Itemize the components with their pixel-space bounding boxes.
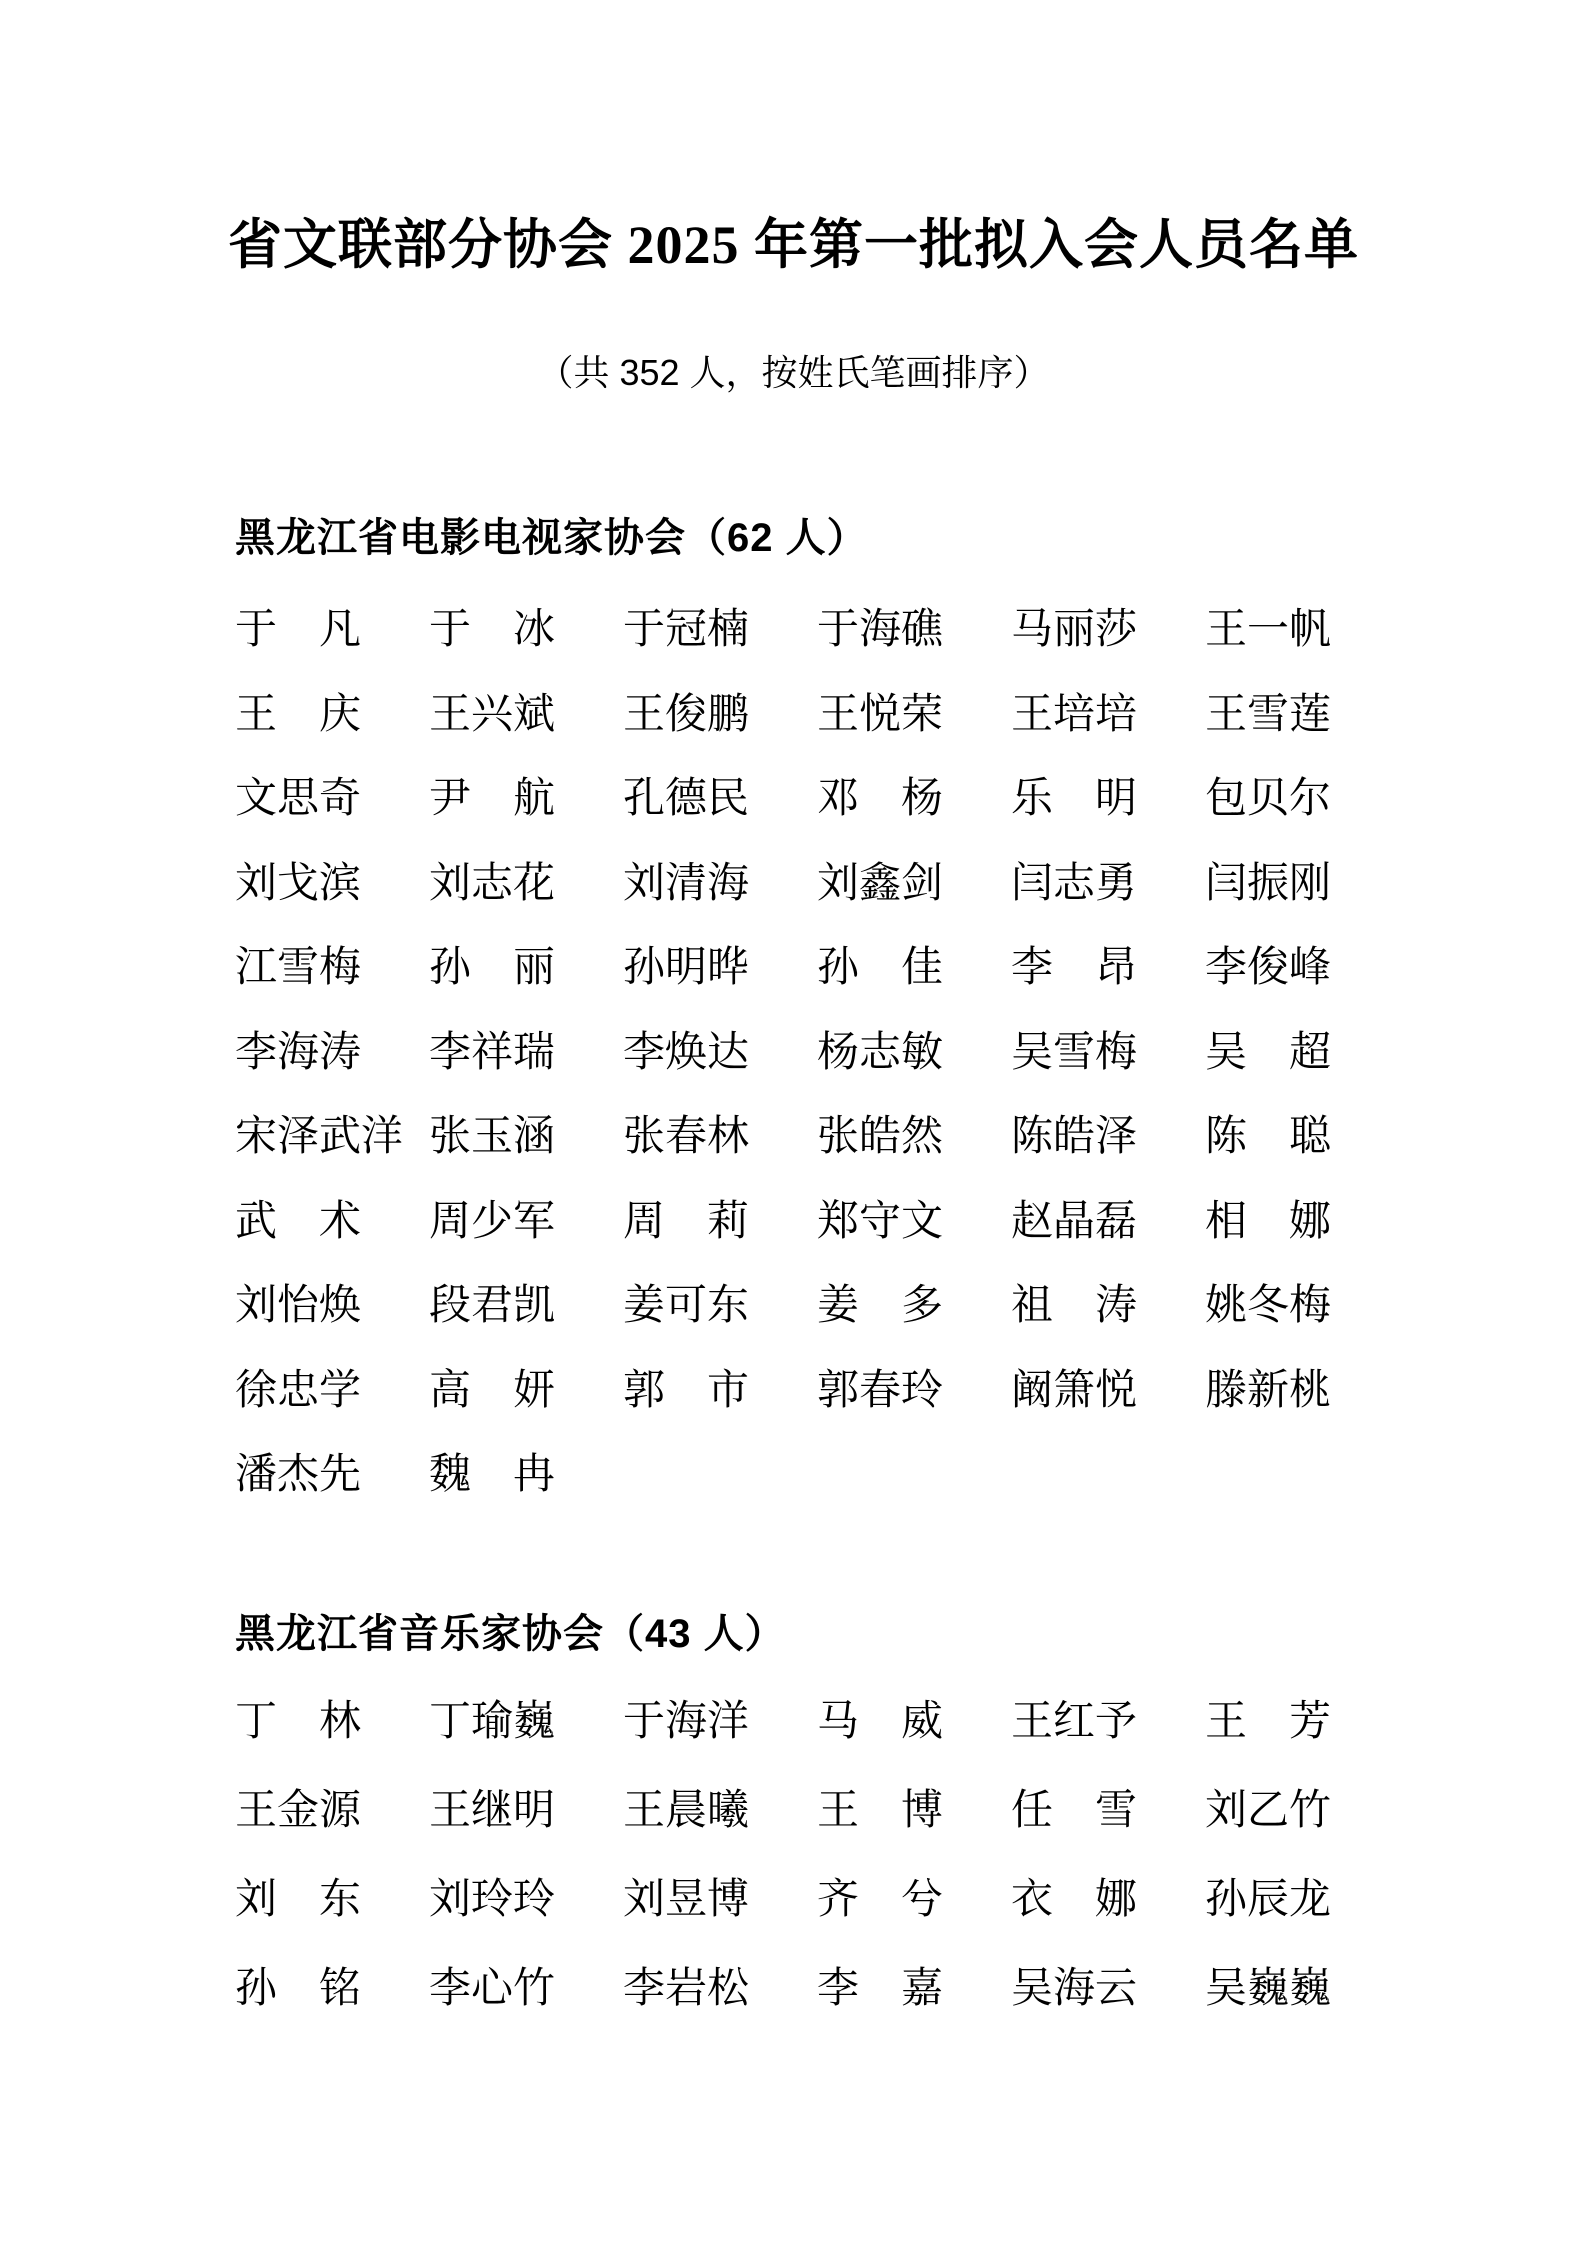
member-name: 陈皓泽 — [1011, 1114, 1138, 1161]
member-name: 李岩松 — [623, 1965, 750, 2012]
member-name: 祖涛 — [1011, 1283, 1137, 1330]
member-name: 丁瑜巍 — [429, 1698, 556, 1745]
member-name: 郑守文 — [817, 1198, 944, 1245]
member-name: 于凡 — [235, 607, 361, 654]
section-heading: 黑龙江省电影电视家协会（62 人） — [235, 516, 868, 561]
member-name: 文思奇 — [235, 776, 362, 823]
member-name: 马威 — [817, 1698, 943, 1745]
member-name: 王庆 — [235, 691, 361, 738]
member-name: 闫振刚 — [1205, 860, 1332, 907]
association-section — [235, 1610, 1587, 2056]
member-name: 王一帆 — [1205, 607, 1332, 654]
member-name: 赵晶磊 — [1011, 1198, 1138, 1245]
member-name: 刘志花 — [429, 860, 556, 907]
member-name: 尹航 — [429, 776, 555, 823]
page-subtitle: （共 352 人，按姓氏笔画排序） — [537, 351, 1050, 393]
member-name: 王培培 — [1011, 691, 1138, 738]
member-name: 王芳 — [1205, 1698, 1331, 1745]
member-name: 吴雪梅 — [1011, 1029, 1138, 1076]
member-name: 段君凯 — [429, 1283, 556, 1330]
page-title: 省文联部分协会 2025 年第一批拟入会人员名单 — [228, 215, 1359, 275]
association-section — [235, 514, 1587, 1538]
name-grid — [235, 608, 1587, 1538]
member-name: 孔德民 — [623, 776, 750, 823]
member-name: 王悦荣 — [817, 691, 944, 738]
member-name: 刘鑫剑 — [817, 860, 944, 907]
member-name: 王晨曦 — [623, 1787, 750, 1834]
member-name: 吴超 — [1205, 1029, 1331, 1076]
member-name: 王雪莲 — [1205, 691, 1332, 738]
member-name: 宋泽武洋 — [235, 1114, 404, 1161]
member-name: 王金源 — [235, 1787, 362, 1834]
sections — [0, 514, 1587, 2056]
member-name: 刘乙竹 — [1205, 1787, 1332, 1834]
member-name: 周莉 — [623, 1198, 749, 1245]
member-name: 李海涛 — [235, 1029, 362, 1076]
member-name: 衣娜 — [1011, 1876, 1137, 1923]
member-name: 刘怡焕 — [235, 1283, 362, 1330]
member-name: 郭春玲 — [817, 1367, 944, 1414]
member-name: 闫志勇 — [1011, 860, 1138, 907]
member-name: 高妍 — [429, 1367, 555, 1414]
member-name: 孙明晔 — [623, 945, 750, 992]
member-name: 吴巍巍 — [1205, 1965, 1332, 2012]
member-name: 姜可东 — [623, 1283, 750, 1330]
member-name: 于海洋 — [623, 1698, 750, 1745]
member-name: 王红予 — [1011, 1698, 1138, 1745]
member-name: 姜多 — [817, 1283, 943, 1330]
member-name: 王俊鹏 — [623, 691, 750, 738]
member-name: 李俊峰 — [1205, 945, 1332, 992]
member-name: 乐明 — [1011, 776, 1137, 823]
member-name: 相娜 — [1205, 1198, 1331, 1245]
member-name: 刘戈滨 — [235, 860, 362, 907]
member-name: 刘玲玲 — [429, 1876, 556, 1923]
member-name: 姚冬梅 — [1205, 1283, 1332, 1330]
member-name: 李心竹 — [429, 1965, 556, 2012]
member-name: 齐兮 — [817, 1876, 943, 1923]
member-name: 邓杨 — [817, 776, 943, 823]
member-name: 李昂 — [1011, 945, 1137, 992]
member-name: 任雪 — [1011, 1787, 1137, 1834]
member-name: 于冠楠 — [623, 607, 750, 654]
member-name: 刘清海 — [623, 860, 750, 907]
member-name: 滕新桃 — [1205, 1367, 1332, 1414]
member-name: 马丽莎 — [1011, 607, 1138, 654]
name-grid — [235, 1700, 1587, 2056]
member-name: 潘杰先 — [235, 1452, 362, 1499]
member-name: 王兴斌 — [429, 691, 556, 738]
member-name: 杨志敏 — [817, 1029, 944, 1076]
member-name: 张春林 — [623, 1114, 750, 1161]
member-name: 张皓然 — [817, 1114, 944, 1161]
member-name: 孙辰龙 — [1205, 1876, 1332, 1923]
member-name: 刘昱博 — [623, 1876, 750, 1923]
member-name: 阚箫悦 — [1011, 1367, 1138, 1414]
member-name: 丁林 — [235, 1698, 361, 1745]
member-name: 于冰 — [429, 607, 555, 654]
member-name: 孙佳 — [817, 945, 943, 992]
member-name: 刘东 — [235, 1876, 361, 1923]
member-name: 张玉涵 — [429, 1114, 556, 1161]
section-heading: 黑龙江省音乐家协会（43 人） — [235, 1611, 786, 1656]
member-name: 武术 — [235, 1198, 361, 1245]
member-name: 徐忠学 — [235, 1367, 362, 1414]
member-name: 吴海云 — [1011, 1965, 1138, 2012]
member-name: 江雪梅 — [235, 945, 362, 992]
member-name: 孙铭 — [235, 1965, 361, 2012]
member-name: 孙丽 — [429, 945, 555, 992]
member-name: 王博 — [817, 1787, 943, 1834]
member-name: 王继明 — [429, 1787, 556, 1834]
member-name: 李焕达 — [623, 1029, 750, 1076]
member-name: 郭市 — [623, 1367, 749, 1414]
member-name: 包贝尔 — [1205, 776, 1332, 823]
member-name: 李祥瑞 — [429, 1029, 556, 1076]
member-name: 于海礁 — [817, 607, 944, 654]
member-name: 魏冉 — [429, 1452, 555, 1499]
member-name: 陈聪 — [1205, 1114, 1331, 1161]
member-name: 李嘉 — [817, 1965, 943, 2012]
member-name: 周少军 — [429, 1198, 556, 1245]
